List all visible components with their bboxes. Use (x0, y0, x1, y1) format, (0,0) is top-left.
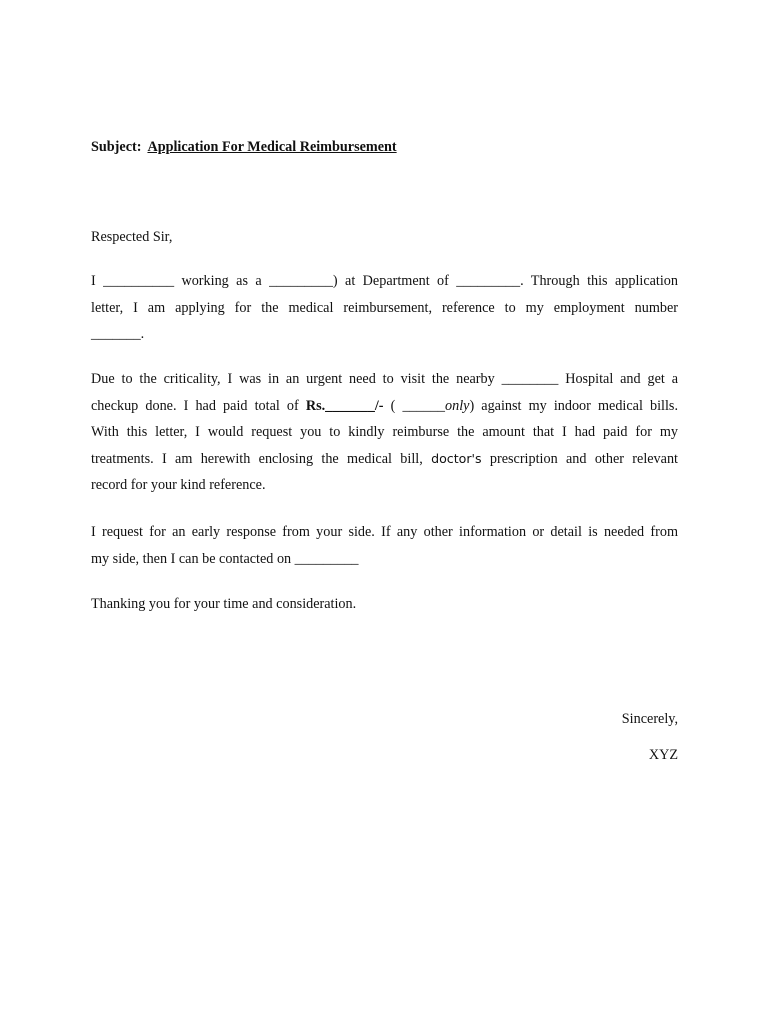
text-segment: checkup done. I had paid total of (91, 397, 306, 414)
paragraph-line: letter, I am applying for the medical reimbursement, reference to my employment number (91, 299, 678, 316)
paragraph-line: record for your kind reference. (91, 477, 266, 493)
paragraph-line: I __________ working as a _________) at Department of _________. Through this application (91, 273, 678, 289)
signature: XYZ (648, 747, 678, 763)
thanks-line: Thanking you for your time and consideration. (91, 596, 357, 612)
subject-label: Subject: (91, 139, 142, 155)
subject-line (91, 138, 397, 156)
paragraph-request (91, 366, 678, 499)
text-segment: doctor's (431, 450, 482, 466)
text-segment: treatments. I am herewith enclosing the medical bill, (91, 450, 432, 467)
subject-text: Application For Medical Reimbursement (147, 139, 397, 155)
paragraph-line: With this letter, I would request you to kindly reimburse the amount that I had paid for my (91, 424, 678, 440)
salutation: Respected Sir, (91, 229, 173, 245)
paragraph-line (91, 393, 678, 420)
text-segment: ) against my indoor medical bills. (469, 397, 678, 414)
text-segment: ( ______ (383, 397, 446, 414)
paragraph-line: my side, then I can be contacted on _________ (91, 550, 359, 567)
closing: Sincerely, (621, 711, 678, 727)
paragraph-line: Due to the criticality, I was in an urgent need to visit the nearby ________ Hospital and get a (91, 371, 678, 387)
paragraph-response (91, 519, 678, 572)
paragraph-line: I request for an early response from your side. If any other information or detail is needed from (91, 524, 678, 540)
amount-words-suffix: only (445, 397, 470, 414)
paragraph-line: _______. (91, 326, 145, 342)
paragraph-line (91, 446, 678, 473)
text-segment: prescription and other relevant (481, 450, 678, 467)
paragraph-employment (91, 268, 678, 348)
amount-field: Rs._______/- (305, 397, 384, 414)
